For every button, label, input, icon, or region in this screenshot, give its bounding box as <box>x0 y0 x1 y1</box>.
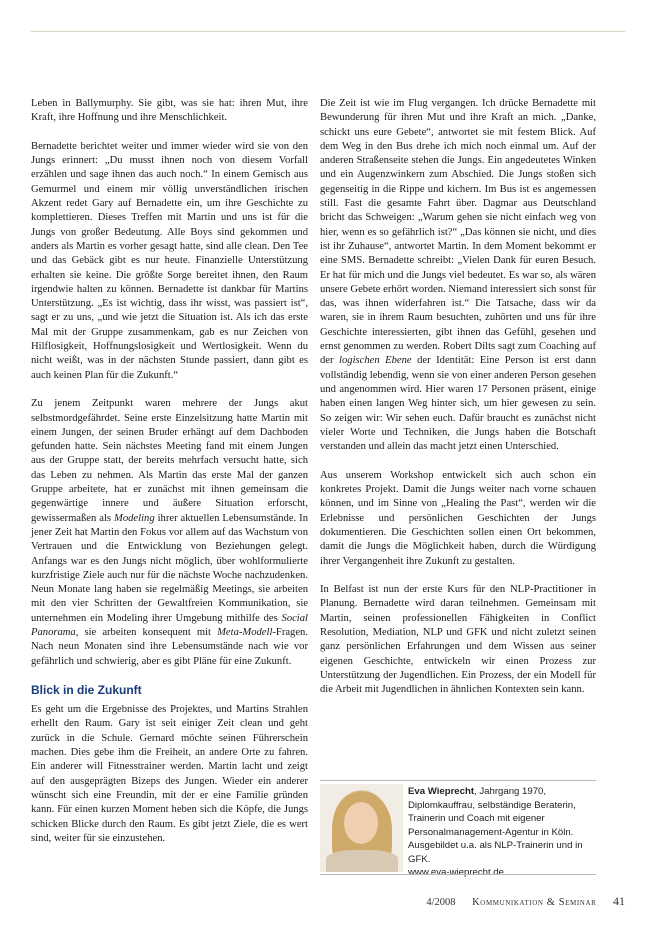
text-run: ihrer aktuellen Lebensumstände. In jener Zeit hat Martin den Fokus vor allem auf das Wachstum von Vertrauen und die Entwicklung von Beziehungen gelegt. Anfangs war es den Jungs nicht möglich, über wohlformulierte kurzfristige Ziele auch nur für die nächste Woche nachzudenken. Neun Monate lang haben sie regelmäßig Meetings, sie arbeiten mit den vier Schritten der Gewaltfreien Kommunikation, sie unternehmen ein Modeling ihrer Umgebung mithilfe des <box>31 512 308 624</box>
paragraph: Leben in Ballymurphy. Sie gibt, was sie hat: ihren Mut, ihre Kraft, ihre Hoffnung und ihre Menschlichkeit. <box>31 98 308 124</box>
author-box <box>320 780 596 878</box>
author-shoulders <box>326 850 398 872</box>
paragraph: In Belfast ist nun der erste Kurs für den NLP-Practitioner in Planung. Bernadette wird daran teilnehmen. Gemeinsam mit Martin, seinen professionellen Fähigkeiten in Conflict Resolution, Mediation, NLP und GFK und nicht zuletzt seinen ganz persönlichen Erfahrungen und dem Wissen aus seiner eigenen Geschichte, entwickeln wir einen Prozess zur Unterstützung der Jugendlichen. Ein Prozess, der ein Modell für die Arbeit mit Jugendlichen in ähnlichen Kontexten sein kann. <box>320 584 596 696</box>
issue-number: 4/2008 <box>426 897 456 908</box>
left-column <box>31 97 308 846</box>
text-run: -Fragen. Nach neun Monaten sind ihre Lebensumstände nach wie vor gefährlich und schwierig, aber es gibt Pläne für eine Zukunft. <box>31 626 308 667</box>
section-heading: Blick in die Zukunft <box>31 683 142 698</box>
author-photo <box>320 784 403 872</box>
paragraph: Aus unserem Workshop entwickelt sich auch schon ein konkretes Projekt. Damit die Jungs weiter nach vorne schauen können, und im Sinne von „Healing the Past“, werden wir die Erlebnisse und persönlichen Geschichten der Jungs dokumentieren. Die Geschichten sollen einen Ort bekommen, damit die Jungs die Möglichkeit haben, durch die Würdigung ihrer Vergangenheit ihre Zukunft zu gestalten. <box>320 469 596 567</box>
text-run: der Identität: Eine Person ist erst dann vollständig lebendig, wenn sie von einer anderen Person gesehen und angenommen wird. Hier waren 17 Personen präsent, einige haben einen langen Weg hinter sich, um hier gewesen zu sein. So zeigen wir: Wir sehen euch. Dafür braucht es zunächst nicht vieler Worte und Techniken, die Jungs haben die Botschaft verstanden und allein das macht jetzt einen Unterschied. <box>320 355 596 453</box>
text-run: sie arbeiten konsequent mit <box>78 626 218 638</box>
text-run: Zu jenem Zeitpunkt waren mehrere der Jungs akut selbstmordgefährdet. Seine erste Einzelsitzung hatte Martin mit einem Jungen, der seinen Bruder erhängt auf dem Dachboden gefunden hatte. Sein nächstes Meeting fand mit einem Jungen aus der Gruppe statt, der bereits mehrfach versucht hatte, sich das Leben zu nehmen. Als Martin das erste Mal der ganzen Gruppe arbeitete, hat er zunächst mit ihnen gemeinsam die gegenwärtige innere und äußere Situation erforscht, gewissermaßen als <box>31 398 308 524</box>
right-column <box>320 97 596 697</box>
author-name: Eva Wieprecht <box>408 786 475 797</box>
page-number: 41 <box>613 894 625 908</box>
author-bio <box>408 785 596 880</box>
author-box-top-rule <box>320 780 596 781</box>
paragraph <box>320 97 596 454</box>
author-box-bottom-rule <box>320 874 596 875</box>
paragraph: Bernadette berichtet weiter und immer wieder wird sie von den Jungs erinnert: „Du musst ihnen noch von diesem Vorfall erzählen und sage ihnen das auch noch.“ In einem Gemisch aus Gemurmel und einem mir völlig unverständlichen irischen Akzent redet Gary auf Bernadette ein, um ihre Geschichte zu komplettieren. Dieses Treffen mit Martin und uns ist für die Jungs von großer Bedeutung. Alle Boys sind gekommen und anders als Martin es vorher gesagt hatte, sind alle clean. Den Tee und das Gebäck gibt es nur heute. Finanzielle Unterstützung erhalten sie keine. Die größte Sorge bereitet ihnen, den Raum irgendwie halten zu können. Bernadette ist dankbar für Martins Unterstützung. „Es ist wichtig, dass ihr wisst, was passiert ist“, sagt er zu uns, „und wie jetzt die Situation ist. Als ich das erste Mal mit der Gruppe zusammenkam, gab es nur Zeichen von Hilflosigkeit, Hoffnungslosigkeit und Wertlosigkeit. Wenn du nicht weißt, was in der nächsten Stunde passiert, dann gibt es auch keinen Plan für die Zukunft.“ <box>31 140 308 381</box>
author-face <box>344 802 378 844</box>
emphasis: logischen Ebene <box>339 355 412 367</box>
paragraph: Es geht um die Ergebnisse des Projektes, und Martins Strahlen erhellt den Raum. Gary ist seit einiger Zeit clean und geht zurück in die Schule. Gernard möchte seinen Führerschein machen. Dies gebe ihm die Freiheit, an andere Orte zu fahren. Ein anderer will Fitnesstrainer werden. Martin lacht und zeigt auf den ausgeprägten Bizeps des Jungen. Wieder ein anderer wünscht sich eine Freundin, mit der er eine Familie gründen kann. Für einen kurzen Moment heben sich die Köpfe, die Jungs schicken Blicke durch den Raum. Es gibt jetzt Ziele, die es wert sind, weiter für sie einzustehen. <box>31 704 308 844</box>
emphasis: Social Panorama, <box>31 612 308 638</box>
emphasis: Meta-Modell <box>217 626 273 638</box>
header-rule <box>31 31 625 32</box>
emphasis: Modeling <box>114 512 155 524</box>
magazine-title: Kommunikation & Seminar <box>472 897 597 908</box>
paragraph <box>31 397 308 669</box>
author-website[interactable]: www.eva-wieprecht.de <box>408 867 504 878</box>
author-bio-text: , Jahrgang 1970, Diplomkauffrau, selbständige Beraterin, Trainerin und Coach mit eigener Personalmanagement-Agentur in Köln. Ausgebildet u.a. als NLP-Trainerin und in GFK. <box>408 786 583 865</box>
page-footer <box>426 894 625 909</box>
text-run: Die Zeit ist wie im Flug vergangen. Ich drücke Bernadette mit Bewunderung für ihren Mut und ihre Kraft an mich. „Danke, schickt uns eure Gebete“, antwortet sie mit festem Blick. Auf dem Weg in den Bus drehe ich mich noch einmal um. Auf der anderen Straßenseite stehen die Jungs. Ein angedeutetes Winken und ein Augenzwinkern zum Abschied. Die Jungs stoßen sich gegenseitig in die Rippe und kichern. Im Bus ist es angemessen still. Fast die gesamte Fahrt über. Dagmar aus Deutschland bricht das Schweigen: „Warum gehen sie nicht einfach weg von hier, wenn es so gefährlich ist?“ „Das können sie nicht, und dies ist ihr Zuhause“, antwortet Martin. In dem Moment bekommt er eine SMS. Bernadette schreibt: „Vielen Dank für euren Besuch. Er hat für mich und die Jungs viel bedeutet. Es war so, als wären unsere Gebete erhört worden. Niemand interessiert sich sonst für das, was ihnen widerfahren ist.“ Die Tatsache, dass wir da waren, sie in ihrem Raum besuchten, zuhörten und uns für ihre Geschichte interessierten, gibt ihnen das Gefühl, gesehen und ernst genommen zu werden. Robert Dilts sagt zum Coaching auf der <box>320 98 596 367</box>
